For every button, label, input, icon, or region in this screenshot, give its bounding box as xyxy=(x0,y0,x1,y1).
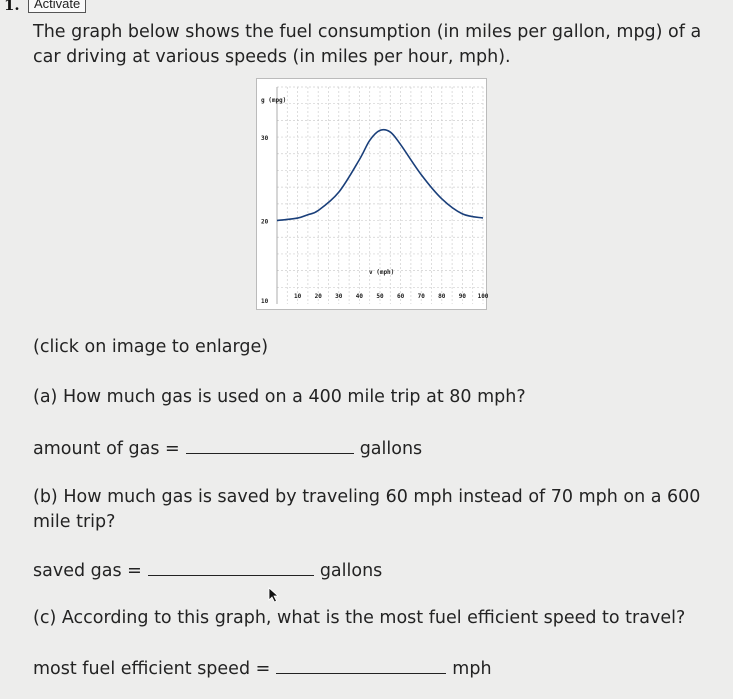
y-tick-label: 30 xyxy=(261,135,269,143)
y-axis-label: g (mpg) xyxy=(261,97,287,104)
part-b-unit: gallons xyxy=(319,561,383,581)
part-b-question xyxy=(33,485,700,535)
intro-text xyxy=(33,20,701,70)
part-b-question-line-1: (b) How much gas is saved by traveling 60 mph instead of 70 mph on a 600 xyxy=(33,487,701,507)
x-tick-label: 100 xyxy=(477,293,489,300)
part-a-question: (a) How much gas is used on a 400 mile trip at 80 mph? xyxy=(33,387,526,407)
x-tick-label: 60 xyxy=(396,293,405,300)
part-b-question-line-2: mile trip? xyxy=(33,512,116,532)
part-c-unit: mph xyxy=(452,659,492,679)
part-b-answer-label: saved gas = xyxy=(33,561,142,581)
part-b-answer-blank[interactable] xyxy=(148,557,314,576)
part-b-answer-row xyxy=(33,557,382,584)
question-number: 1. xyxy=(4,0,20,14)
part-c-answer-label: most fuel efficient speed = xyxy=(33,659,271,679)
mouse-pointer-icon xyxy=(268,587,280,603)
x-tick-label: 50 xyxy=(376,293,384,300)
x-axis-label: v (mph) xyxy=(369,269,395,276)
y-tick-label: 20 xyxy=(261,218,269,226)
x-tick-label: 70 xyxy=(417,293,425,300)
part-a-unit: gallons xyxy=(359,439,423,459)
y-tick-label: 10 xyxy=(261,298,269,305)
part-c-answer-row xyxy=(33,655,492,682)
graph-image[interactable] xyxy=(256,78,487,310)
enlarge-text: (click on image to enlarge) xyxy=(33,337,269,357)
x-tick-label: 90 xyxy=(458,293,467,300)
mpg-vs-speed-chart xyxy=(257,79,489,309)
part-a-answer-row xyxy=(33,435,422,462)
part-a-answer-label: amount of gas = xyxy=(33,439,180,459)
part-c-answer-blank[interactable] xyxy=(276,655,446,674)
x-tick-label: 80 xyxy=(438,293,446,300)
activate-button[interactable]: Activate xyxy=(28,0,86,13)
x-tick-label: 20 xyxy=(314,293,322,300)
intro-line-1: The graph below shows the fuel consumption (in miles per gallon, mpg) of a xyxy=(33,22,702,42)
x-tick-label: 30 xyxy=(335,293,343,300)
intro-line-2: car driving at various speeds (in miles per hour, mph). xyxy=(33,47,511,67)
part-c-question: (c) According to this graph, what is the most fuel efficient speed to travel? xyxy=(33,608,686,628)
x-tick-label: 40 xyxy=(355,293,364,300)
part-a-answer-blank[interactable] xyxy=(186,435,354,454)
x-tick-label: 10 xyxy=(293,293,302,300)
